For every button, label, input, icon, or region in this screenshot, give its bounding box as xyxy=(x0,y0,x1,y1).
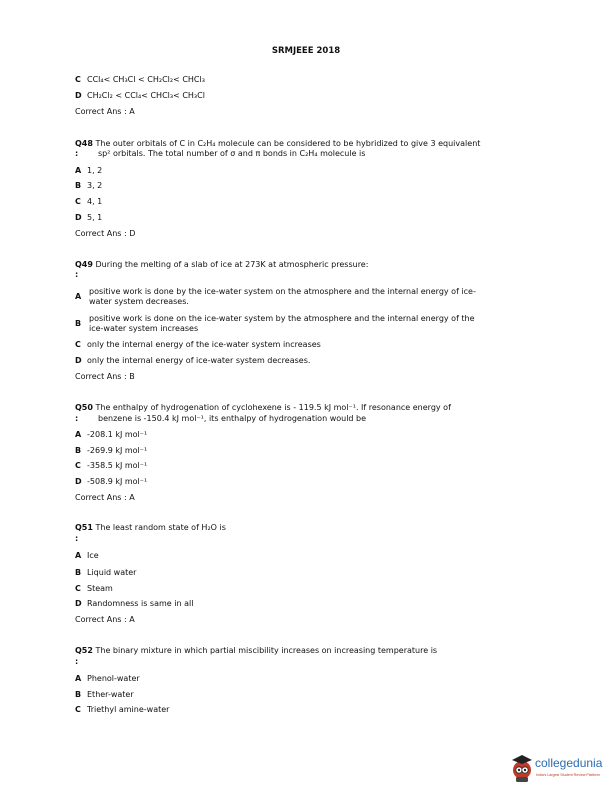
q52-colon: : xyxy=(75,657,79,666)
q48-question: Q48 The outer orbitals of C in C₂H₄ molecule can be considered to be hybridized to give 3 equivalent xyxy=(75,139,481,148)
q47-option-d: D CH₂Cl₂ < CCl₄< CHCl₃< CH₃Cl xyxy=(75,91,205,100)
q48-option-c: C 4, 1 xyxy=(75,197,103,206)
q49-option-a-letter: A xyxy=(75,292,82,301)
q48-colon: : xyxy=(75,149,79,158)
page-title: SRMJEEE 2018 xyxy=(271,46,341,56)
q50-option-c: C -358.5 kJ mol⁻¹ xyxy=(75,461,148,470)
q48-option-a: A 1, 2 xyxy=(75,166,103,175)
q48-correct-answer: Correct Ans : D xyxy=(75,229,136,238)
q50-correct-answer: Correct Ans : A xyxy=(75,493,135,502)
q50-option-d: D -508.9 kJ mol⁻¹ xyxy=(75,477,148,486)
q49-option-a: positive work is done by the ice-water system on the atmosphere and the internal energy of ice- water system decreases. xyxy=(89,287,476,306)
q50-colon: : xyxy=(75,414,79,423)
q49-option-b-letter: B xyxy=(75,319,82,328)
q47-option-c: C CCl₄< CH₃Cl < CH₂Cl₂< CHCl₃ xyxy=(75,75,205,84)
q50-option-a: A -208.1 kJ mol⁻¹ xyxy=(75,430,148,439)
q52-option-c: C Triethyl amine-water xyxy=(75,705,170,714)
q52-option-b: B Ether-water xyxy=(75,690,134,699)
collegedunia-logo xyxy=(508,750,608,784)
q48-option-b: B 3, 2 xyxy=(75,181,103,190)
q51-colon: : xyxy=(75,534,79,543)
q51-option-a: A Ice xyxy=(75,551,99,560)
q47-correct-answer: Correct Ans : A xyxy=(75,107,135,116)
q52-option-a: A Phenol-water xyxy=(75,674,140,683)
q49-option-b: positive work is done on the ice-water system by the atmosphere and the internal energy of the ice-water system increases xyxy=(89,314,475,333)
q50-question-line2: benzene is -150.4 kJ mol⁻¹, its enthalpy of hydrogenation would be xyxy=(98,414,367,423)
brand-name: collegedunia xyxy=(535,756,603,770)
q51-option-b: B Liquid water xyxy=(75,568,137,577)
q52-question: Q52 The binary mixture in which partial miscibility increases on increasing temperature is xyxy=(75,646,438,655)
q49-question: Q49 During the melting of a slab of ice at 273K at atmospheric pressure: xyxy=(75,260,369,269)
q49-option-d: D only the internal energy of ice-water system decreases. xyxy=(75,356,311,365)
q51-option-d: D Randomness is same in all xyxy=(75,599,194,608)
q49-correct-answer: Correct Ans : B xyxy=(75,372,135,381)
q48-question-line2: sp² orbitals. The total number of σ and π bonds in C₂H₄ molecule is xyxy=(98,149,366,158)
q51-correct-answer: Correct Ans : A xyxy=(75,615,135,624)
q50-question: Q50 The enthalpy of hydrogenation of cyclohexene is - 119.5 kJ mol⁻¹. If resonance energy of xyxy=(75,403,451,412)
q49-colon: : xyxy=(75,270,79,279)
q48-option-d: D 5, 1 xyxy=(75,213,103,222)
q51-option-c: C Steam xyxy=(75,584,113,593)
q51-question: Q51 The least random state of H₂O is xyxy=(75,523,226,532)
q49-option-c: C only the internal energy of the ice-water system increases xyxy=(75,340,321,349)
q50-option-b: B -269.9 kJ mol⁻¹ xyxy=(75,446,148,455)
brand-tagline: India's Largest Student Review Platform xyxy=(536,773,600,777)
